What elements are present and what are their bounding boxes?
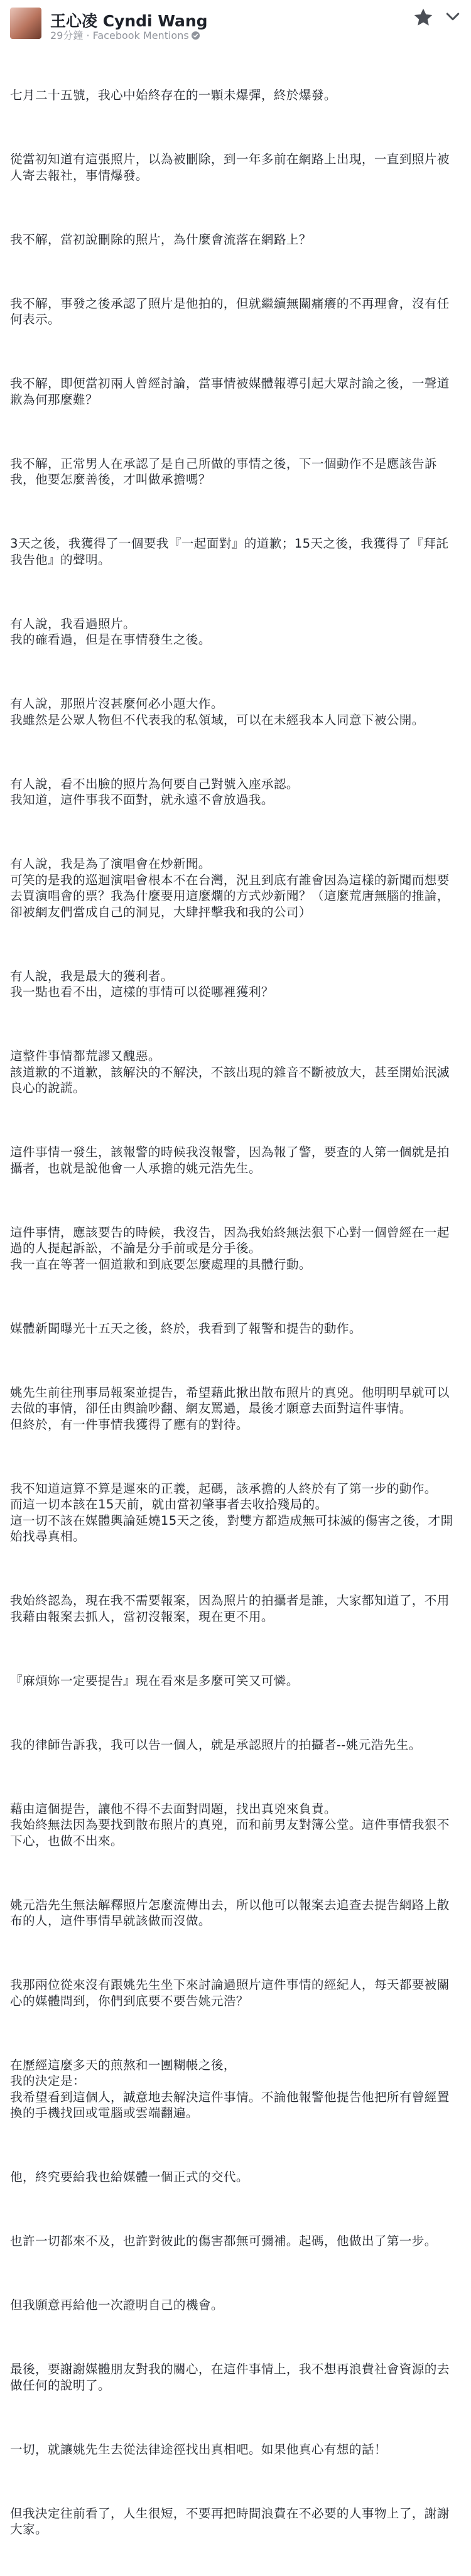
post-paragraph: 有人說，那照片沒甚麼何必小題大作。 我雖然是公眾人物但不代表我的私領域，可以在未經我本人同意下被公開。 — [10, 696, 425, 727]
check-badge-icon — [191, 31, 200, 40]
post-paragraph: 藉由這個提告，讓他不得不去面對問題，找出真兇來負責。 我始終無法因為要找到散布照片的真兇，而和前男友對簿公堂。這件事情我狠不下心，也做不出來。 — [10, 1801, 450, 1848]
post-via[interactable]: Facebook Mentions — [92, 30, 189, 41]
post-paragraph: 有人說，看不出臉的照片為何要自己對號入座承認。 我知道，這件事我不面對，就永遠不會放過我。 — [10, 776, 299, 807]
post-paragraph: 這整件事情都荒謬又醜惡。 該道歉的不道歉，該解決的不解決，不該出現的雜音不斷被放大，甚至開始泯滅良心的說謊。 — [10, 1049, 450, 1095]
post-paragraph: 我不解，當初說刪除的照片，為什麼會流落在網路上？ — [10, 232, 311, 247]
post-paragraph: 『麻煩妳一定要提告』現在看來是多麼可笑又可憐。 — [10, 1673, 299, 1688]
post-paragraph: 我不知道這算不算是遲來的正義，起碼，該承擔的人終於有了第一步的動作。 而這一切本該在15天前，就由當初肇事者去收拾殘局的。 這一切不該在媒體輿論延燒15天之後，對雙方都造成無可抹滅的傷害之後，才開始找尋真相。 — [10, 1481, 453, 1544]
post-paragraph: 但我願意再給他一次證明自己的機會。 — [10, 2298, 224, 2312]
post-paragraph: 這件事情，應該要告的時候，我沒告，因為我始終無法狠下心對一個曾經在一起過的人提起訴訟，不論是分手前或是分手後。 我一直在等著一個道歉和到底要怎麼處理的具體行動。 — [10, 1225, 450, 1272]
post-paragraph: 他，終究要給我也給媒體一個正式的交代。 — [10, 2170, 249, 2184]
post-paragraph: 但我決定往前看了，人生很短，不要再把時間浪費在不必要的人事物上了，謝謝大家。 — [10, 2506, 450, 2536]
post-paragraph: 3天之後，我獲得了一個要我『一起面對』的道歉；15天之後，我獲得了『拜託我告他』的聲明。 — [10, 536, 449, 567]
post-time[interactable]: 29分鐘 — [50, 30, 84, 41]
post-paragraph: 從當初知道有這張照片，以為被刪除，到一年多前在網路上出現，一直到照片被人寄去報社，事情爆發。 — [10, 152, 450, 183]
post-paragraph: 我的律師告訴我，我可以告一個人，就是承認照片的拍攝者--姚元浩先生。 — [10, 1737, 421, 1752]
post-paragraph: 這件事情一發生，該報警的時候我沒報警，因為報了警，要查的人第一個就是拍攝者，也就是說他會一人承擔的姚元浩先生。 — [10, 1145, 450, 1176]
post-paragraph: 我始終認為，現在我不需要報案，因為照片的拍攝者是誰，大家都知道了，不用我藉由報案去抓人，當初沒報案，現在更不用。 — [10, 1593, 450, 1624]
avatar[interactable] — [10, 8, 41, 39]
author-name[interactable]: 王心凌 Cyndi Wang — [50, 12, 208, 30]
post-paragraph: 在歷經這麼多天的煎熬和一團糊帳之後， 我的決定是： 我希望看到這個人，誠意地去解決這件事情。不論他報警他提告他把所有曾經置換的手機找回或電腦或雲端翻遍。 — [10, 2057, 450, 2120]
post-paragraph: 我不解，即便當初兩人曾經討論，當事情被媒體報導引起大眾討論之後，一聲道歉為何那麼難？ — [10, 376, 450, 407]
post-header — [0, 0, 471, 44]
post-body — [0, 44, 471, 2570]
post-paragraph: 一切，就讓姚先生去從法律途徑找出真相吧。如果他真心有想的話！ — [10, 2442, 387, 2457]
post-paragraph: 我不解，正常男人在承認了是自己所做的事情之後，下一個動作不是應該告訴我，他要怎麼善後，才叫做承擔嗎？ — [10, 456, 437, 487]
post-paragraph: 姚元浩先生無法解釋照片怎麼流傳出去，所以他可以報案去追查去提告網路上散布的人，這件事情早就該做而沒做。 — [10, 1897, 450, 1928]
post-paragraph: 七月二十五號，我心中始終存在的一顆未爆彈，終於爆發。 — [10, 88, 337, 102]
meta-separator: · — [83, 30, 93, 41]
post-meta — [50, 28, 200, 42]
post-paragraph: 我不解，事發之後承認了照片是他拍的，但就繼續無關痛癢的不再理會，沒有任何表示。 — [10, 296, 450, 327]
post-paragraph: 也許一切都來不及，也許對彼此的傷害都無可彌補。起碼，他做出了第一步。 — [10, 2234, 437, 2248]
post-paragraph: 媒體新聞曝光十五天之後，終於，我看到了報警和提告的動作。 — [10, 1321, 362, 1336]
post-paragraph: 有人說，我是最大的獲利者。 我一點也看不出，這樣的事情可以從哪裡獲利？ — [10, 968, 274, 999]
post-paragraph: 有人說，我是為了演唱會在炒新聞。 可笑的是我的巡迴演唱會根本不在台灣，況且到底有誰會因為這樣的新聞而想要去買演唱會的票？我為什麼要用這麼爛的方式炒新聞？（這麼荒唐無腦的推論，卻被網友們當成自己的洞見，大肆抨擊我和我的公司） — [10, 857, 450, 919]
chevron-down-icon[interactable] — [443, 8, 462, 26]
post-paragraph: 有人說，我看過照片。 我的確看過，但是在事情發生之後。 — [10, 616, 211, 647]
post-paragraph: 最後，要謝謝媒體朋友對我的關心，在這件事情上，我不想再浪費社會資源的去做任何的說明了。 — [10, 2362, 450, 2393]
post-paragraph: 我那兩位從來沒有跟姚先生坐下來討論過照片這件事情的經紀人，每天都要被關心的媒體問到，你們到底要不要告姚元浩？ — [10, 1978, 450, 2008]
post-paragraph: 姚先生前往刑事局報案並提告，希望藉此揪出散布照片的真兇。他明明早就可以去做的事情，卻任由輿論吵翻、網友罵過，最後才願意去面對這件事情。 但終於，有一件事情我獲得了應有的對待。 — [10, 1385, 450, 1432]
star-icon[interactable] — [412, 6, 435, 29]
